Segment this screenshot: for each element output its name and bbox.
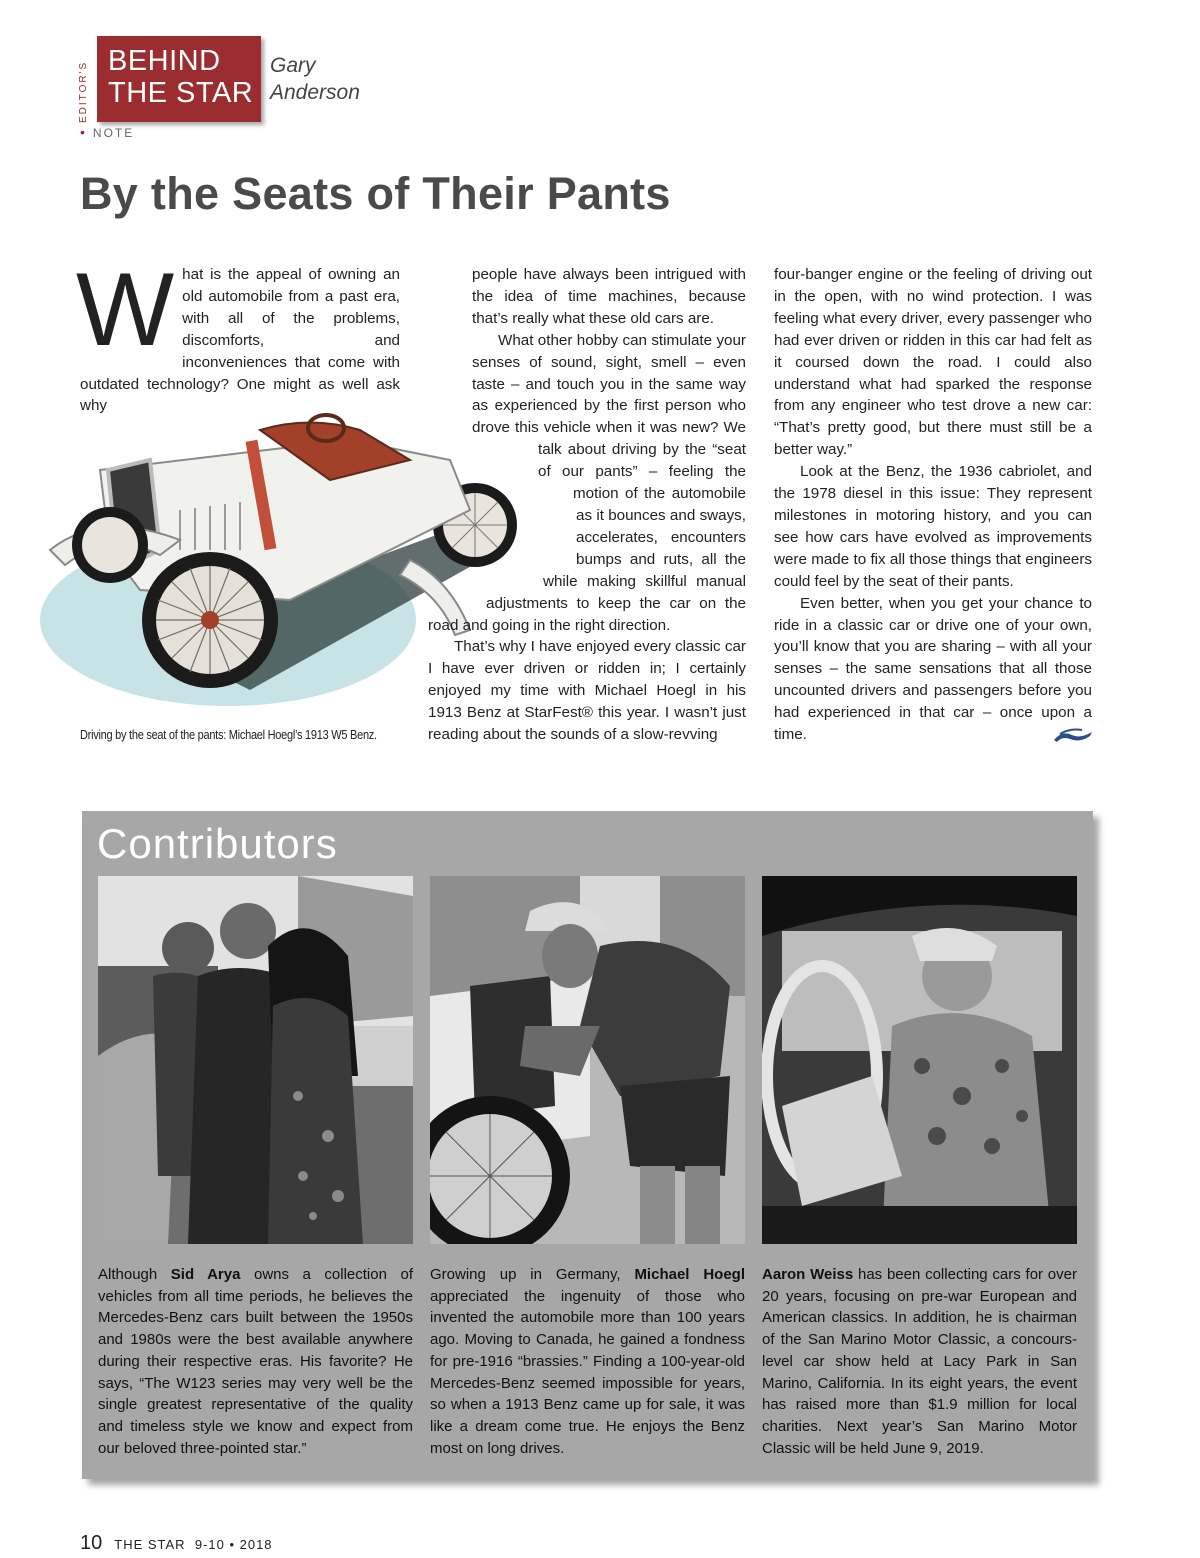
- bio-2-text: appreciated the ingenuity of those who invented the automobile more than 100 years ago. Moving to Canada, he gained a fondness for pre-1916 “brassies.” Finding a 100-year-old Mercedes-Benz seemed impossible for years, so when a 1913 Benz came up for sale, it was like a dream come true. He enjoys the Benz most on long drives.: [430, 1287, 745, 1457]
- signature-mark-icon: [1052, 726, 1094, 746]
- bio-1-text: owns a collection of vehicles from all time periods, he believes the Mercedes-Benz cars built between the 1950s and 1980s were the best available anywhere during their respective eras. His favorite? He says, “The W123 series may very well be the single greatest representative of the quality and timeless style we know and expect from our beloved three-pointed star.”: [98, 1266, 413, 1457]
- author-name: [270, 52, 360, 106]
- publication-name: THE STAR: [114, 1537, 186, 1552]
- bio-3-name: Aaron Weiss: [762, 1266, 854, 1283]
- section-line-2: THE STAR: [108, 77, 254, 109]
- drop-cap: W: [76, 252, 175, 368]
- bio-2-name: Michael Hoegl: [634, 1266, 745, 1283]
- bio-3-text: has been collecting cars for over 20 years, focusing on pre-war European and American classics. In addition, he is chairman of the San Marino Motor Classic, a concours-level car show held at Lacy Park in San Marino, California. In its eight years, the event has raised more than $1.9 million for local charities. Next year’s San Marino Motor Classic will be held June 9, 2019.: [762, 1266, 1077, 1457]
- article-title: By the Seats of Their Pants: [80, 168, 671, 219]
- column-1-text: hat is the appeal of owning an old automobile from a past era, with all of the problems, discomforts, and inconveniences that come with outdated technology? One might as well ask why: [80, 266, 400, 415]
- contributor-photo-sid-arya: [98, 876, 413, 1244]
- contributor-bio-2: [430, 1264, 745, 1459]
- contributor-bio-3: [762, 1264, 1077, 1459]
- note-text: NOTE: [92, 126, 135, 140]
- section-line-1: BEHIND: [108, 45, 221, 77]
- column-2-paragraph-2: What other hobby can stimulate your senses of sound, sight, smell – even taste – and touch you in the same way as experienced by the first person who drove this vehicle when it was new? We talk about driving by the “seat of our pants” – feeling the motion of the automobile as it bounces and sways, accelerates, encounters bumps and ruts, all the while making skillful manual adjustments to keep the car on the road and going in the right direction.: [428, 331, 746, 634]
- contributor-bio-1: [98, 1264, 413, 1459]
- article-column-3: [774, 264, 1092, 746]
- article-column-1: [76, 252, 400, 417]
- editors-label: EDITOR'S: [78, 60, 89, 124]
- article-column-2: [428, 264, 746, 746]
- page-footer: [80, 1532, 273, 1555]
- bullet-icon: •: [80, 124, 87, 140]
- column-2-paragraph-3: That’s why I have enjoyed every classic car I have ever driven or ridden in; I certainly enjoyed my time with Michael Hoegl in his 1913 Benz at StarFest® this year. I wasn’t just reading about the sounds of a slow-revving: [428, 638, 746, 744]
- contributor-photo-aaron-weiss: [762, 876, 1077, 1244]
- bio-1-name: Sid Arya: [170, 1266, 241, 1283]
- contributor-photo-michael-hoegl: [430, 876, 745, 1244]
- bio-2-pre: Growing up in Germany,: [430, 1266, 635, 1283]
- section-badge: [97, 36, 261, 122]
- page-number: 10: [80, 1532, 103, 1554]
- photo-caption: Driving by the seat of the pants: Michael Hoegl’s 1913 W5 Benz.: [80, 728, 377, 742]
- author-first: Gary: [270, 54, 316, 77]
- bio-1-pre: Although: [98, 1266, 171, 1283]
- contributors-title: Contributors: [97, 820, 338, 867]
- issue-date: 9-10 • 2018: [194, 1537, 273, 1552]
- column-3-paragraph-2: Look at the Benz, the 1936 cabriolet, and the 1978 diesel in this issue: They represent milestones in motoring history, and you can see how cars have evolved as improvements were made to fix all those things that engineers could feel by the seat of their pants.: [774, 463, 1092, 590]
- column-3-paragraph-1: four-banger engine or the feeling of driving out in the open, with no wind protection. I was feeling what every driver, every passenger who had ever driven or ridden in this car had felt as it coursed down the road. I could also understand what had sparked the response from any engineer who test drove a new car: “That’s pretty good, but there must still be a better way.”: [774, 266, 1092, 459]
- column-2-paragraph-1: people have always been intrigued with the idea of time machines, because that’s really what these old cars are.: [472, 266, 746, 327]
- author-last: Anderson: [270, 81, 360, 104]
- note-label: [80, 124, 134, 140]
- column-3-paragraph-3: Even better, when you get your chance to ride in a classic car or drive one of your own, you’ll know that you are sharing – with all your senses – the same sensations that all those uncounted drivers and passengers before you had experienced in that car – once upon a time.: [774, 594, 1092, 744]
